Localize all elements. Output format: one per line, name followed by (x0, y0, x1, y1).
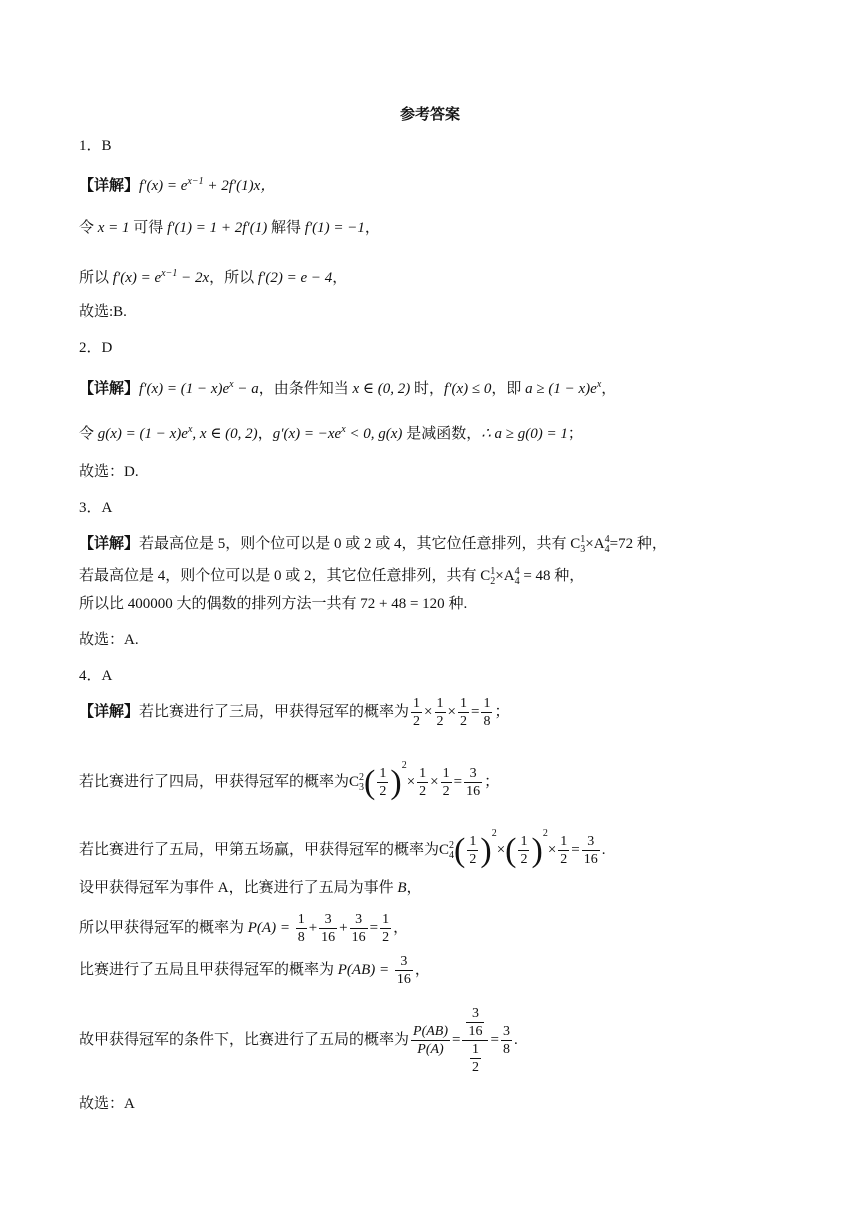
formula: , x ∈ (0, 2) (192, 426, 258, 442)
fraction: $\frac{3}{16}$ (583, 834, 598, 868)
fraction: $\frac{1}{2}$ (459, 696, 467, 730)
page-title: 参考答案 (399, 105, 460, 123)
text: . (601, 842, 606, 858)
compound-fraction (462, 1005, 488, 1076)
text: ，所以 (209, 270, 258, 286)
fraction: $\frac{1}{2}$ (436, 696, 444, 730)
formula: g′(x) = −xe (272, 426, 342, 442)
text: ， (406, 880, 422, 896)
q1-detail-line1 (79, 172, 275, 196)
subscript: 3 (359, 782, 365, 793)
q4-detail-line1: 【详解】若比赛进行了三局，甲获得冠军的概率为 $\frac{1}{2}$ × $\frac{1}{2}$ × $\frac{1}{2}$ = $\frac{1}{8}$ ； (79, 696, 510, 730)
text: ， (601, 381, 617, 397)
text: ， (364, 220, 380, 236)
fraction: $\frac{3}{16}$ (321, 912, 336, 946)
formula: 72 + 48 = 120 (360, 596, 445, 612)
subscript: 3 (580, 544, 586, 555)
exponent: x (596, 379, 602, 390)
text: 所以 (79, 270, 113, 286)
fraction: $\frac{3}{16}$ (396, 954, 411, 988)
text: 是减函数， (402, 426, 482, 442)
right-paren: ) (480, 831, 492, 869)
exponent: x−1 (161, 268, 178, 279)
text: 故甲获得冠军的条件下，比赛进行了五局的概率为 (79, 1032, 410, 1048)
superscript: 4 (604, 534, 610, 545)
detail-tag: 【详解】 (79, 381, 140, 397)
formula: ∴ a ≥ g(0) = 1 (481, 426, 568, 442)
superscript: 2 (359, 772, 365, 783)
exponent: x (341, 424, 346, 435)
formula: < 0, g(x) (345, 426, 403, 442)
text: ，比赛进行了五局为事件 (228, 880, 398, 896)
exponent: 2 (401, 760, 407, 771)
fraction: $\frac{3}{16}$ (351, 912, 366, 946)
formula: f′(x) = (1 − x)e (139, 381, 230, 397)
fraction: $\frac{1}{2}$ (419, 766, 427, 800)
text: 解得 (267, 220, 305, 236)
left-paren: ( (364, 763, 376, 801)
arrangement-symbol: A (503, 568, 515, 584)
text: =72 种， (609, 536, 667, 552)
text: ，由条件知当 (258, 381, 353, 397)
detail-tag: 【详解】 (79, 704, 140, 720)
q2-answer: 2．D (79, 340, 113, 356)
fraction: $\frac{3}{8}$ (502, 1024, 510, 1058)
event-b: B (397, 880, 407, 896)
fraction-pab-over-pa: $\frac{P(AB)}{P(A)}$ (413, 1024, 448, 1058)
fraction: $\frac{3}{16}$ (468, 1006, 483, 1040)
text: ， (257, 426, 273, 442)
exponent: 2 (542, 828, 548, 839)
formula: f′(x) ≤ 0 (444, 381, 492, 397)
superscript: 1 (580, 534, 586, 545)
q2-detail-line1 (79, 375, 616, 399)
subscript: 4 (514, 576, 520, 587)
fraction: $\frac{1}{2}$ (442, 766, 450, 800)
formula: x ∈ (0, 2) (352, 381, 411, 397)
q4-detail-line2: 若比赛进行了四局，甲获得冠军的概率为$C^2_3$( $\frac{1}{2}$ )$^2$× $\frac{1}{2}$ × $\frac{1}{2}$ = $\frac{3}{16}$ ； (79, 760, 500, 801)
text: ； (494, 704, 510, 720)
right-paren: ) (390, 763, 402, 801)
arrangement-symbol: A (593, 536, 605, 552)
event-a: A (217, 880, 229, 896)
text: 令 (79, 220, 98, 236)
exponent: 2 (491, 828, 497, 839)
detail-tag: 【详解】 (79, 178, 140, 194)
formula: P(AB) = (337, 962, 393, 978)
q1-detail-line3 (79, 264, 347, 288)
fraction: $\frac{1}{2}$ (469, 834, 477, 868)
q2-choice: 故选：D. (79, 464, 139, 480)
text: 可得 (129, 220, 168, 236)
text: 所以比 400000 大的偶数的排列方法一共有 (79, 596, 361, 612)
q2-detail-line2 (79, 420, 583, 444)
q1-detail-line2 (79, 218, 380, 238)
text: 若最高位是 5，则个位可以是 0 或 2 或 4，其它位任意排列，共有 (139, 536, 571, 552)
text: 若最高位是 4，则个位可以是 0 或 2，其它位任意排列，共有 (79, 568, 481, 584)
text: = 48 种， (519, 568, 585, 584)
q3-detail-line2: 若最高位是 4，则个位可以是 0 或 2，其它位任意排列，共有 $C^1_2\times A^4_4 = 48$ 种， (79, 566, 585, 587)
text: ， (332, 270, 348, 286)
formula: − 2x (177, 270, 210, 286)
fraction: $\frac{1}{2}$ (560, 834, 568, 868)
text: ，即 (491, 381, 526, 397)
right-paren: ) (531, 831, 543, 869)
q4-choice: 故选：A (79, 1096, 135, 1112)
q4-detail-line6 (79, 952, 430, 988)
q3-answer: 3．A (79, 500, 113, 516)
text: . (513, 1032, 518, 1048)
fraction: $\frac{1}{2}$ (382, 912, 390, 946)
formula: f′(1) = −1 (304, 220, 365, 236)
subscript: 4 (449, 850, 455, 861)
left-paren: ( (454, 831, 466, 869)
formula: f′(1) = 1 + 2f′(1) (167, 220, 268, 236)
formula: g(x) = (1 − x)e (97, 426, 188, 442)
text: 令 (79, 426, 98, 442)
formula: P(A) = (247, 920, 294, 936)
text: 种. (444, 596, 468, 612)
q4-detail-line3: 若比赛进行了五局，甲第五场赢，甲获得冠军的概率为$C^2_4$( $\frac{1}{2}$ )$^2$×( $\frac{1}{2}$ )$^2$× $\frac{1}{2}$ = $\frac{3}{16}$ . (79, 828, 606, 869)
subscript: 2 (490, 576, 496, 587)
q4-detail-line4 (79, 878, 422, 898)
fraction: $\frac{1}{8}$ (483, 696, 491, 730)
exponent: x−1 (187, 176, 204, 187)
fraction: $\frac{1}{2}$ (413, 696, 421, 730)
combination-symbol: C (349, 774, 360, 790)
formula: x = 1 (97, 220, 130, 236)
text: 设甲获得冠军为事件 (79, 880, 218, 896)
text: ； (567, 426, 583, 442)
formula-tail: + 2f′(1)x， (203, 178, 276, 194)
text: 时， (410, 381, 445, 397)
fraction: $\frac{1}{2}$ (379, 766, 387, 800)
q4-detail-line5: 所以甲获得冠军的概率为 P(A) = $\frac{1}{8}$ + $\frac{3}{16}$ + $\frac{3}{16}$ = $\frac{1}{2}$ ， (79, 912, 409, 946)
fraction: $\frac{1}{2}$ (520, 834, 528, 868)
q3-detail-line3 (79, 594, 467, 614)
q1-answer: 1．B (79, 138, 112, 154)
exponent: x (229, 379, 234, 390)
formula: a ≥ (1 − x)e (525, 381, 597, 397)
formula: f′(x) = e (139, 178, 188, 194)
fraction: $\frac{1}{2}$ (471, 1042, 479, 1076)
combination-symbol: C (480, 568, 491, 584)
fraction: $\frac{3}{16}$ (466, 766, 481, 800)
formula: f′(2) = e − 4 (257, 270, 333, 286)
superscript: 4 (514, 566, 520, 577)
q4-detail-line7: 故甲获得冠军的条件下，比赛进行了五局的概率为 $\frac{P(AB)}{P(A)}$ = $\frac{\frac{3}{16}}{\frac{1}{2}}$ = $\frac{3}{8}$ . (79, 1006, 518, 1076)
formula: f′(x) = e (112, 270, 162, 286)
superscript: 2 (449, 840, 455, 851)
text: ， (393, 920, 409, 936)
text: 所以甲获得冠军的概率为 (79, 920, 248, 936)
detail-tag: 【详解】 (79, 536, 140, 552)
text: 若比赛进行了五局，甲第五场赢，甲获得冠军的概率为 (79, 842, 440, 858)
text: 若比赛进行了三局，甲获得冠军的概率为 (139, 704, 410, 720)
q1-choice: 故选:B. (79, 304, 127, 320)
text: ； (484, 774, 500, 790)
text: 比赛进行了五局且甲获得冠军的概率为 (79, 962, 338, 978)
q3-detail-line1: 【详解】若最高位是 5，则个位可以是 0 或 2 或 4，其它位任意排列，共有 $C^1_3\times A^4_4=72$ 种， (79, 534, 667, 555)
subscript: 4 (604, 544, 610, 555)
text: ， (414, 962, 430, 978)
fraction: $\frac{1}{8}$ (297, 912, 305, 946)
combination-symbol: C (570, 536, 581, 552)
left-paren: ( (505, 831, 517, 869)
superscript: 1 (490, 566, 496, 577)
formula: − a (233, 381, 259, 397)
exponent: x (187, 424, 193, 435)
combination-symbol: C (439, 842, 450, 858)
text: 若比赛进行了四局，甲获得冠军的概率为 (79, 774, 350, 790)
q4-answer: 4．A (79, 668, 113, 684)
q3-choice: 故选：A. (79, 632, 139, 648)
